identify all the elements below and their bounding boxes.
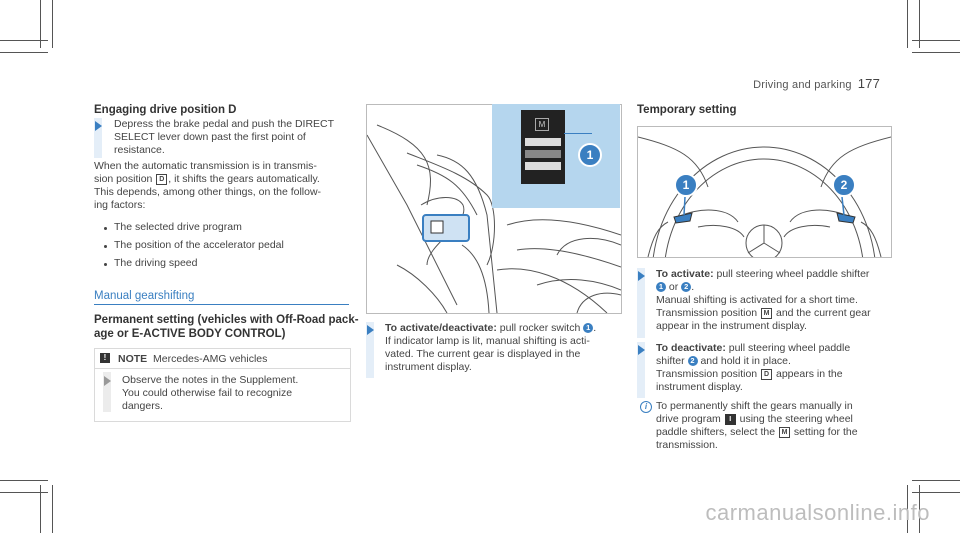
text-line xyxy=(656,281,871,294)
text-line xyxy=(656,342,850,355)
text-line: dangers. xyxy=(122,400,163,412)
page-number: 177 xyxy=(857,76,880,91)
step-label: To activate: xyxy=(656,268,714,280)
callout-2-badge: 2 xyxy=(832,173,856,197)
step-text xyxy=(114,118,334,157)
step-arrow-icon xyxy=(367,325,374,335)
note-label: NOTE xyxy=(118,353,148,365)
text-fragment: , it shifts the gears automatically. xyxy=(168,173,320,185)
callout-2-ref: 2 xyxy=(681,282,691,292)
callout-line xyxy=(564,133,592,134)
text-line: If indicator lamp is lit, manual shifting is acti- xyxy=(385,335,590,347)
text-line: Manual shifting is activated for a short time. xyxy=(656,294,858,306)
note-heading xyxy=(118,353,267,366)
running-header xyxy=(753,76,880,91)
bullet-icon xyxy=(104,263,107,266)
step-arrow-icon xyxy=(638,345,645,355)
bullet-item: The position of the accelerator pedal xyxy=(114,239,284,251)
text-fragment: using the steering wheel xyxy=(739,413,853,425)
text-line: instrument display. xyxy=(656,381,743,393)
text-line: resistance. xyxy=(114,144,165,156)
text-line xyxy=(656,426,858,439)
crop-mark xyxy=(0,52,48,53)
setting-title xyxy=(94,313,359,341)
activate-step-text xyxy=(656,268,871,333)
bullet-item: The driving speed xyxy=(114,257,198,269)
text-line xyxy=(656,368,850,381)
info-text xyxy=(656,400,858,452)
text-line xyxy=(94,173,321,186)
subsection-title: Manual gearshifting xyxy=(94,290,195,302)
note-step-text xyxy=(122,374,298,413)
text-fragment: pull steering wheel paddle xyxy=(728,342,851,354)
crop-mark xyxy=(912,480,960,481)
crop-mark xyxy=(912,492,960,493)
text-fragment: and hold it in place. xyxy=(700,355,791,367)
position-d-icon: D xyxy=(156,174,167,185)
body-paragraph xyxy=(94,160,321,212)
text-line: Permanent setting (vehicles with Off-Road pack- xyxy=(94,314,359,326)
text-fragment: shifter xyxy=(656,355,685,367)
crop-mark xyxy=(0,492,48,493)
position-m-icon: M xyxy=(761,308,772,319)
callout-1-badge: 1 xyxy=(578,143,602,167)
text-fragment: drive program xyxy=(656,413,721,425)
crop-mark xyxy=(52,0,53,48)
step-text xyxy=(385,322,596,374)
callout-2-ref: 2 xyxy=(688,356,698,366)
text-fragment: pull rocker switch xyxy=(499,322,581,334)
crop-mark xyxy=(912,52,960,53)
text-fragment: pull steering wheel paddle shifter xyxy=(716,268,870,280)
text-fragment: Transmission position xyxy=(656,307,758,319)
note-subject: Mercedes-AMG vehicles xyxy=(153,353,268,365)
text-line: This depends, among other things, on the follow- xyxy=(94,186,322,198)
deactivate-step-text xyxy=(656,342,850,394)
text-line: appear in the instrument display. xyxy=(656,320,807,332)
text-line: ing factors: xyxy=(94,199,146,211)
info-icon: i xyxy=(640,401,652,413)
text-line: To permanently shift the gears manually in xyxy=(656,400,853,412)
step-arrow-icon xyxy=(95,121,102,131)
crop-mark xyxy=(907,0,908,48)
position-d-icon: D xyxy=(761,369,772,380)
text-fragment: setting for the xyxy=(793,426,858,438)
section-title: Engaging drive position D xyxy=(94,104,237,116)
manual-m-icon: M xyxy=(535,118,549,131)
text-line: instrument display. xyxy=(385,361,472,373)
drive-program-icon: I xyxy=(725,414,736,425)
switch-strip xyxy=(525,150,561,158)
text-line: You could otherwise fail to recognize xyxy=(122,387,293,399)
text-line xyxy=(385,322,596,335)
text-line xyxy=(656,268,871,281)
text-line: transmission. xyxy=(656,439,718,451)
position-m-icon: M xyxy=(779,427,790,438)
text-fragment: appears in the xyxy=(776,368,843,380)
text-fragment: sion position xyxy=(94,173,153,185)
watermark-text: carmanualsonline.info xyxy=(705,500,930,525)
step-arrow-icon xyxy=(638,271,645,281)
text-line: Depress the brake pedal and push the DIRECT xyxy=(114,118,335,130)
switch-strip xyxy=(525,162,561,170)
text-line: Observe the notes in the Supplement. xyxy=(122,374,299,386)
title-underline xyxy=(94,304,349,305)
step-label: To deactivate: xyxy=(656,342,726,354)
text-line: When the automatic transmission is in transmis- xyxy=(94,160,317,172)
text-fragment: paddle shifters, select the xyxy=(656,426,776,438)
text-line: age or E-ACTIVE BODY CONTROL) xyxy=(94,328,286,340)
bullet-item: The selected drive program xyxy=(114,221,242,233)
section-name: Driving and parking xyxy=(753,79,852,91)
steering-wheel-illustration xyxy=(637,126,892,258)
text-line: vated. The current gear is displayed in the xyxy=(385,348,581,360)
bullet-icon xyxy=(104,227,107,230)
text-fragment: Transmission position xyxy=(656,368,758,380)
text-line xyxy=(656,307,871,320)
callout-1-ref: 1 xyxy=(583,323,593,333)
callout-1-badge: 1 xyxy=(674,173,698,197)
rocker-switch-closeup xyxy=(521,110,565,184)
step-arrow-icon xyxy=(104,376,111,386)
crop-mark xyxy=(52,485,53,533)
text-fragment: or xyxy=(668,281,679,293)
text-line xyxy=(656,355,850,368)
step-label: To activate/deactivate: xyxy=(385,322,497,334)
text-line: SELECT lever down past the first point of xyxy=(114,131,306,143)
warning-icon: ! xyxy=(100,353,110,363)
callout-1-ref: 1 xyxy=(656,282,666,292)
crop-mark xyxy=(912,40,960,41)
text-fragment: . xyxy=(691,281,695,293)
crop-mark xyxy=(0,480,48,481)
crop-mark xyxy=(0,40,48,41)
text-line xyxy=(656,413,858,426)
switch-strip xyxy=(525,138,561,146)
section-title: Temporary setting xyxy=(637,104,737,116)
bullet-icon xyxy=(104,245,107,248)
text-fragment: . xyxy=(593,322,597,334)
text-fragment: and the current gear xyxy=(776,307,871,319)
